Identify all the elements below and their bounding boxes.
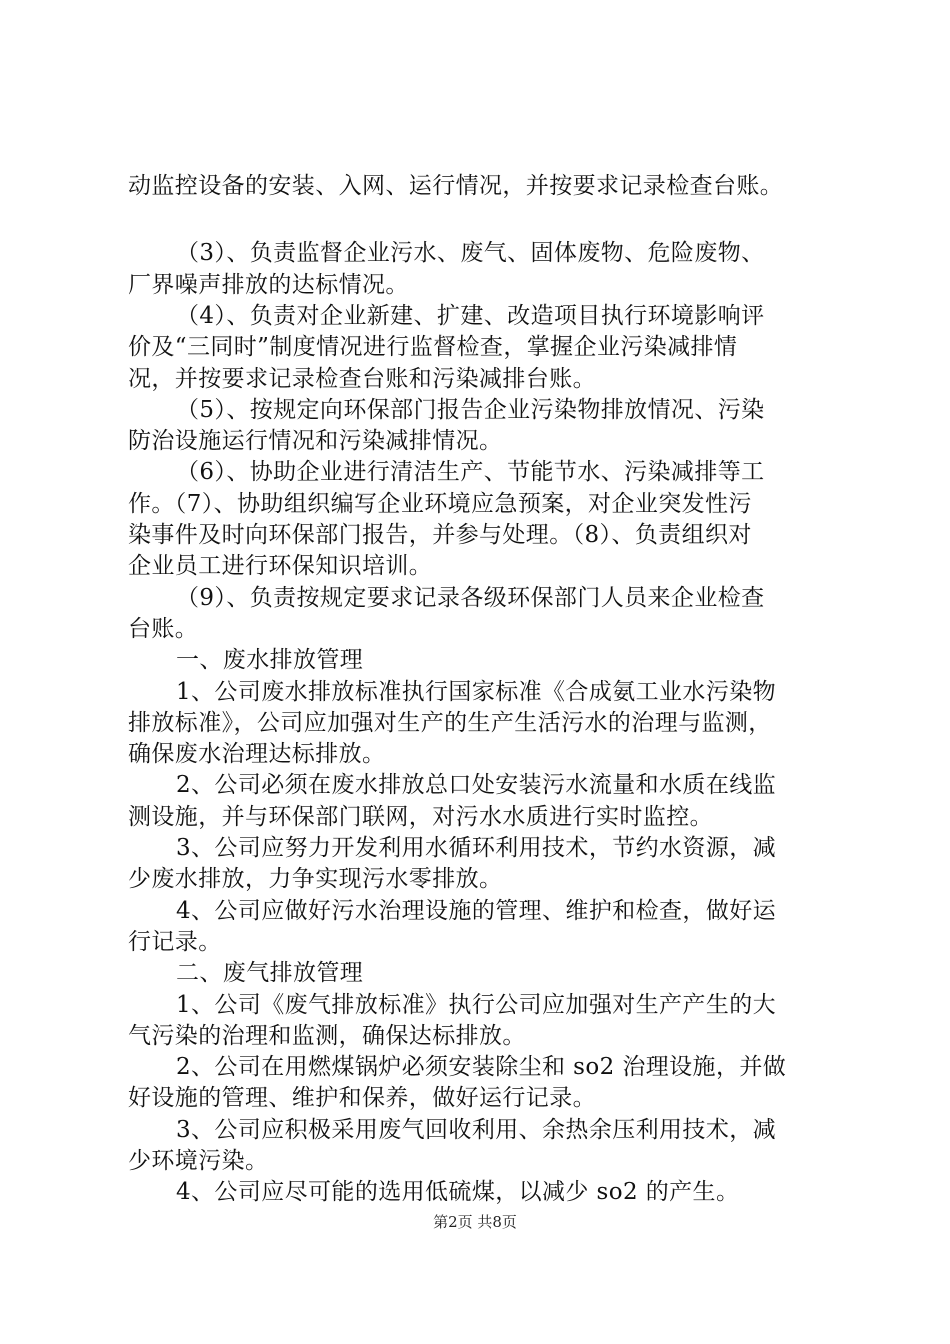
- text-line: 4、公司应做好污水治理设施的管理、维护和检查，做好运: [176, 898, 777, 924]
- text-line: 测设施，并与环保部门联网，对污水水质进行实时监控。: [128, 804, 713, 830]
- text-line: 确保废水治理达标排放。: [128, 741, 386, 767]
- text-line: 气污染的治理和监测，确保达标排放。: [128, 1023, 526, 1049]
- text-line: 少废水排放，力争实现污水零排放。: [128, 866, 503, 892]
- text-line: （9）、负责按规定要求记录各级环保部门人员来企业检查: [176, 585, 765, 611]
- text-line: 4、公司应尽可能的选用低硫煤，以减少 so2 的产生。: [176, 1179, 740, 1205]
- text-line: （4）、负责对企业新建、扩建、改造项目执行环境影响评: [176, 303, 765, 329]
- text-line: 企业员工进行环保知识培训。: [128, 553, 433, 579]
- text-line: 价及“三同时”制度情况进行监督检查，掌握企业污染减排情: [128, 334, 738, 360]
- text-line: 2、公司必须在废水排放总口处安装污水流量和水质在线监: [176, 772, 777, 798]
- text-line: （5）、按规定向环保部门报告企业污染物排放情况、污染: [176, 397, 765, 423]
- text-line: 3、公司应积极采用废气回收利用、余热余压利用技术，减: [176, 1117, 777, 1143]
- text-line: 行记录。: [128, 929, 222, 955]
- text-line: 厂界噪声排放的达标情况。: [128, 272, 409, 298]
- section-heading: 二、废气排放管理: [176, 960, 364, 986]
- text-line: 2、公司在用燃煤锅炉必须安装除尘和 so2 治理设施，并做: [176, 1054, 787, 1080]
- text-line: 染事件及时向环保部门报告，并参与处理。（8）、负责组织对: [128, 522, 752, 548]
- text-line: 3、公司应努力开发利用水循环利用技术，节约水资源，减: [176, 835, 777, 861]
- text-line: 动监控设备的安装、入网、运行情况，并按要求记录检查台账。: [128, 173, 784, 199]
- text-line: 况，并按要求记录检查台账和污染减排台账。: [128, 366, 596, 392]
- text-line: 作。（7）、协助组织编写企业环境应急预案，对企业突发性污: [128, 491, 752, 517]
- text-line: 少环境污染。: [128, 1148, 269, 1174]
- text-line: 1、公司废水排放标准执行国家标准《合成氨工业水污染物: [176, 679, 777, 705]
- text-line: （3）、负责监督企业污水、废气、固体废物、危险废物、: [176, 240, 765, 266]
- text-line: 台账。: [128, 616, 199, 642]
- section-heading: 一、废水排放管理: [176, 647, 364, 673]
- text-line: 排放标准》，公司应加强对生产的生产生活污水的治理与监测，: [128, 710, 772, 736]
- text-line: 好设施的管理、维护和保养，做好运行记录。: [128, 1085, 596, 1111]
- text-line: （6）、协助企业进行清洁生产、节能节水、污染减排等工: [176, 459, 765, 485]
- text-line: 1、公司《废气排放标准》执行公司应加强对生产产生的大: [176, 992, 777, 1018]
- text-line: 防治设施运行情况和污染减排情况。: [128, 428, 503, 454]
- page-number-footer: 第2页 共8页: [433, 1213, 517, 1231]
